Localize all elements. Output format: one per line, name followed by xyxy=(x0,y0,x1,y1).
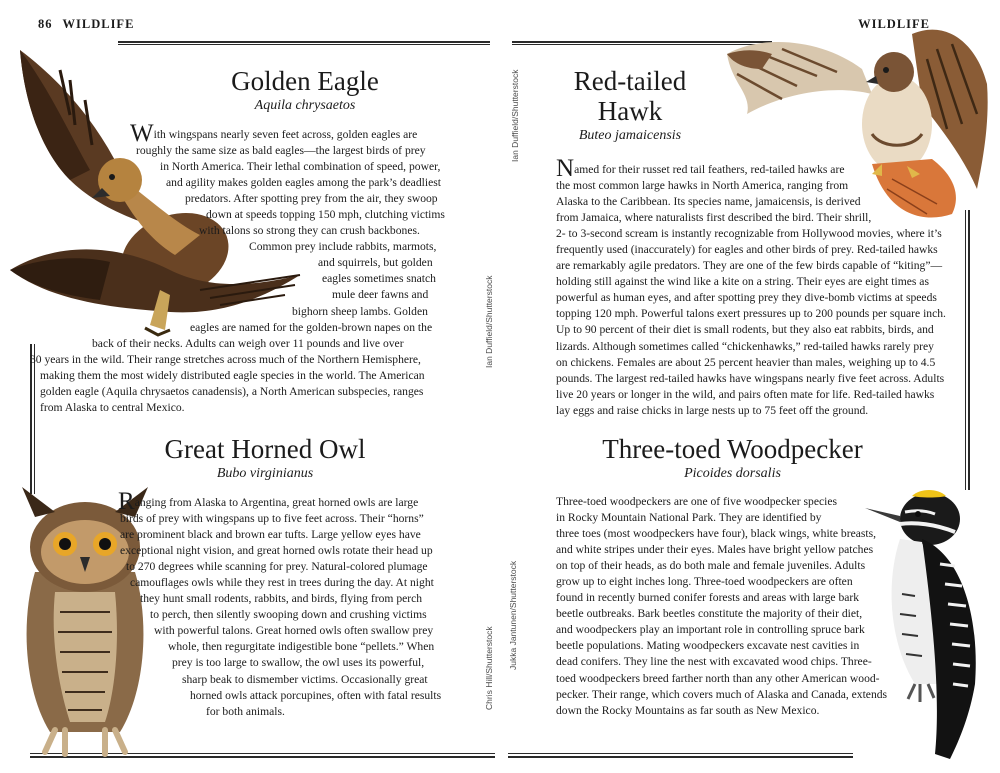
great-horned-owl-title: Great Horned Owl xyxy=(164,434,366,464)
red-tailed-hawk-scientific-name: Buteo jamaicensis xyxy=(578,128,682,143)
golden-eagle-body xyxy=(30,120,446,416)
credit-red-tailed-hawk: Ian Duffield/Shutterstock xyxy=(510,69,520,162)
golden-eagle-dropcap: W xyxy=(130,120,154,147)
red-tailed-hawk-dropcap: N xyxy=(556,155,575,182)
left-running-head-text: WILDLIFE xyxy=(62,17,135,31)
red-tailed-hawk-section xyxy=(530,66,730,150)
credit-great-horned-owl: Chris Hill/Shutterstock xyxy=(484,626,494,710)
great-horned-owl-body xyxy=(118,488,446,720)
great-horned-owl-scientific-name: Bubo virginianus xyxy=(216,466,314,481)
frame-bottom-right-thin xyxy=(508,753,853,754)
golden-eagle-title: Golden Eagle xyxy=(231,66,379,96)
golden-eagle-scientific-name: Aquila chrysaetos xyxy=(254,98,356,113)
woodpecker-paragraph: Three-toed woodpeckers are one of five woodpecker species in Rocky Mountain National Park. They are identified by three toes (most woodpeckers have four), black wings, white breasts, and white stripes under their eyes. Males have bright yellow patches on top of their heads, as do both male and female juveniles. Adults grow up to eight inches long. Three-toed woodpeckers are often found in recently burned conifer forests and areas with large bark beetle outbreaks. Bark beetles constitute the majority of their diet, and woodpeckers play an important role in controlling spruce bark beetle populations. Mating woodpeckers excavate nest cavities in dead conifers. They line the nest with excavated wood chips. Three- toed woodpeckers breed farther north than any other American wood- pecker. Their range, which covers much of Alaska and Canada, extends down the Rocky Mountains as far south as New Mexico. xyxy=(556,495,888,717)
woodpecker-section xyxy=(560,434,905,488)
golden-eagle-section xyxy=(120,66,450,120)
left-running-head xyxy=(38,17,134,32)
page-number: 86 xyxy=(38,17,53,31)
credit-golden-eagle: Ian Duffield/Shutterstock xyxy=(484,275,494,368)
red-tailed-hawk-paragraph: Named for their russet red tail feathers, red-tailed hawks are the most common large hawks in North America, ranging from Alaska to the Caribbean. Its species name, jamaicensis, is derived from Jamaica, where naturalists first described the bird. Their shrill, 2- to 3-second scream is instantly recognizable from Hollywood movies, where it’s frequently used (inaccurately) for eagles and other birds of prey. Red-tailed hawks are remarkably agile predators. They are one of the few birds capable of “kiting”— holding still against the wind like a kite on a string. Their eyes are eight times as powerful as human eyes, and after spotting prey they dive-bomb victims at speeds topping 120 mph. Powerful talons exert pressures up to 200 pounds per square inch. Up to 90 percent of their diet is small rodents, but they also eat rabbits, birds, and lizards. Although sometimes called “chickenhawks,” red-tailed hawks rarely prey on chickens. Females are about 25 percent heavier than males, weighing up to 4.5 pounds. The largest red-tailed hawks have wingspans nearly five feet across. Adults live 20 years or longer in the wild, and pairs often mate for life. Red-tailed hawks lay eggs and raise chicks in large nests up to 75 feet off the ground. xyxy=(556,155,946,417)
red-tailed-hawk-body xyxy=(556,155,958,419)
golden-eagle-paragraph: With wingspans nearly seven feet across, golden eagles are roughly the same size as bald eagles—the largest birds of prey in North America. Their lethal combination of speed, power, and agility makes golden eagles among the park’s deadliest predators. After spotting prey from the air, they swoop down at speeds topping 150 mph, clutching victims with talons so strong they can crush backbones. Common prey include rabbits, marmots, and squirrels, but golden eagles sometimes snatch mule deer fawns and bighorn sheep lambs. Golden eagles are named for the golden-brown napes on the back of their necks. Adults can weigh over 11 pounds and live over 30 years in the wild. Their range stretches across much of the Northern Hemisphere, making them the most widely distributed eagle species in the world. The American golden eagle (Aquila chrysaetos canadensis), a North American subspecies, ranges from Alaska to central Mexico. xyxy=(30,120,445,414)
great-horned-owl-dropcap: R xyxy=(118,488,135,515)
right-running-head: WILDLIFE xyxy=(858,17,930,31)
frame-bottom-right xyxy=(508,756,853,758)
woodpecker-body xyxy=(550,494,920,719)
red-tailed-hawk-title: Red-tailed Hawk xyxy=(573,66,687,126)
frame-right xyxy=(968,210,970,490)
frame-right-thin xyxy=(965,210,966,490)
great-horned-owl-paragraph: Ranging from Alaska to Argentina, great horned owls are large birds of prey with wingspans up to five feet across. Their “horns” are prominent black and brown ear tufts. Large yellow eyes have exceptional night vision, and great horned owls rotate their head up to 270 degrees while scanning for prey. Natural-colored plumage camouflages owls while they rest in trees during the day. At night they hunt small rodents, rabbits, and birds, flying from perch to perch, then silently swooping down and crushing victims with powerful talons. Great horned owls often swallow prey whole, then regurgitate indigestible bone “pellets.” When prey is too large to swallow, the owl uses its powerful, sharp beak to dismember victims. Occasionally great horned owls attack porcupines, often with fatal results for both animals. xyxy=(118,488,442,718)
woodpecker-scientific-name: Picoides dorsalis xyxy=(684,466,781,481)
great-horned-owl-section xyxy=(110,434,420,488)
credit-woodpecker: Jukka Jantunen/Shutterstock xyxy=(508,560,518,670)
woodpecker-title: Three-toed Woodpecker xyxy=(602,434,863,464)
